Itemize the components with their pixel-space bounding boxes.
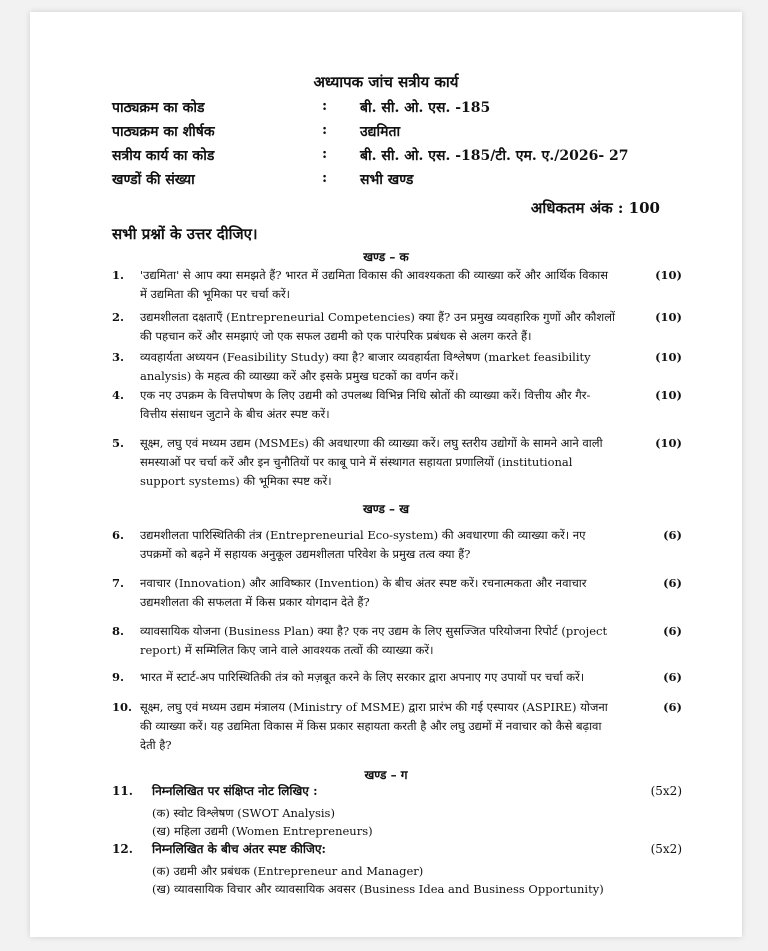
meta-colon: : [322, 146, 328, 162]
meta-label: पाठ्यक्रम का कोड [112, 100, 205, 116]
question-number: 5. [112, 436, 125, 450]
question-marks: (6) [663, 528, 682, 542]
meta-row-blocks [112, 170, 672, 194]
question-marks: (10) [655, 350, 682, 364]
question-number: 7. [112, 576, 125, 590]
meta-colon: : [322, 170, 328, 186]
question-text: भारत में स्टार्ट-अप पारिस्थितिकी तंत्र को मज़बूत करने के लिए सरकार द्वारा अपनाए गए उपायों पर चर्चा करें। [140, 670, 585, 684]
question-text: उद्यमशीलता दक्षताएँ (Entrepreneurial Competencies) क्या हैं? उन प्रमुख व्यवहारिक गुणों और कौशलों की पहचान करें और समझाएं जो एक सफल उद्यमी को एक पारंपरिक प्रबंधक से अलग करते हैं। [140, 310, 615, 343]
course-meta-table [112, 98, 672, 194]
section-heading-b: खण्ड – ख [362, 502, 410, 516]
question-text: निम्नलिखित के बीच अंतर स्पष्ट कीजिए: [152, 842, 326, 856]
question-marks: (10) [655, 310, 682, 324]
meta-row-assignment-code [112, 146, 672, 170]
question-number: 12. [112, 842, 133, 856]
meta-row-course-code [112, 98, 672, 122]
meta-colon: : [322, 98, 328, 114]
question-text: व्यवहार्यता अध्ययन (Feasibility Study) क्या है? बाजार व्यवहार्यता विश्लेषण (market feasibility analysis) के महत्व की व्याख्या करें और इसके प्रमुख घटकों का वर्णन करें। [140, 350, 591, 383]
question-text: व्यावसायिक योजना (Business Plan) क्या है? एक नए उद्यम के लिए सुसज्जित परियोजना रिपोर्ट (project report) में सम्मिलित किए जाने वाले आवश्यक तत्वों की व्याख्या करें। [140, 624, 608, 657]
question-text: निम्नलिखित पर संक्षिप्त नोट लिखिए : [152, 784, 318, 798]
meta-value: बी. सी. ओ. एस. -185/टी. एम. ए./2026- 27 [360, 148, 629, 164]
question-marks: (6) [663, 576, 682, 590]
sub-item: (क) स्वोट विश्लेषण (SWOT Analysis) [152, 806, 335, 820]
question-marks: (5x2) [650, 842, 682, 856]
question-marks: (6) [663, 670, 682, 684]
question-marks: (6) [663, 700, 682, 714]
question-number: 1. [112, 268, 125, 282]
question-number: 11. [112, 784, 133, 798]
document-page [30, 12, 742, 937]
question-number: 9. [112, 670, 125, 684]
section-heading-c: खण्ड – ग [364, 768, 408, 782]
question-text: नवाचार (Innovation) और आविष्कार (Invention) के बीच अंतर स्पष्ट करें। रचनात्मकता और नवाचार उद्यमशीलता की सफलता में किस प्रकार योगदान देते हैं? [140, 576, 587, 609]
meta-row-course-title [112, 122, 672, 146]
meta-colon: : [322, 122, 328, 138]
meta-label: पाठ्यक्रम का शीर्षक [112, 124, 215, 140]
question-number: 10. [112, 700, 133, 714]
instruction: सभी प्रश्नों के उत्तर दीजिए। [112, 225, 258, 243]
meta-label: सत्रीय कार्य का कोड [112, 148, 215, 164]
document-title: अध्यापक जांच सत्रीय कार्य [313, 73, 459, 91]
question-marks: (10) [655, 436, 682, 450]
question-number: 2. [112, 310, 125, 324]
section-heading-a: खण्ड – क [363, 250, 409, 264]
question-number: 4. [112, 388, 125, 402]
meta-value: उद्यमिता [360, 124, 401, 140]
meta-value: बी. सी. ओ. एस. -185 [360, 100, 491, 116]
sub-item: (ख) व्यावसायिक विचार और व्यावसायिक अवसर (Business Idea and Business Opportunity) [152, 882, 604, 896]
sub-item: (ख) महिला उद्यमी (Women Entrepreneurs) [152, 824, 373, 838]
question-marks: (6) [663, 624, 682, 638]
question-text: सूक्ष्म, लघु एवं मध्यम उद्यम मंत्रालय (Ministry of MSME) द्वारा प्रारंभ की गई एस्पायर (ASPIRE) योजना की व्याख्या करें। यह उद्यमिता विकास में किस प्रकार सहायता करती है और लघु उद्यमों में नवाचार को कैसे बढ़ावा देती है? [140, 700, 608, 752]
question-text: एक नए उपक्रम के वित्तपोषण के लिए उद्यमी को उपलब्ध विभिन्न निधि स्रोतों की व्याख्या करें। वित्तीय और गैर-वित्तीय संसाधन जुटाने के बीच अंतर स्पष्ट करें। [140, 388, 591, 421]
question-number: 8. [112, 624, 125, 638]
question-text: उद्यमशीलता पारिस्थितिकी तंत्र (Entrepreneurial Eco-system) की अवधारणा की व्याख्या करें। नए उपक्रमों को बढ़ने में सहायक अनुकूल उद्यमशीलता परिवेश के प्रमुख तत्व क्या हैं? [140, 528, 586, 561]
question-number: 6. [112, 528, 125, 542]
meta-value: सभी खण्ड [360, 172, 414, 188]
question-number: 3. [112, 350, 125, 364]
question-text: सूक्ष्म, लघु एवं मध्यम उद्यम (MSMEs) की अवधारणा की व्याख्या करें। लघु स्तरीय उद्योगों के सामने आने वाली समस्याओं पर चर्चा करें और इन चुनौतियों पर काबू पाने में संस्थागत सहायता प्रणालियों (institutional support systems) की भूमिका स्पष्ट करें। [140, 436, 603, 488]
meta-label: खण्डों की संख्या [112, 172, 195, 188]
max-marks: अधिकतम अंक : 100 [530, 199, 660, 217]
question-marks: (5x2) [650, 784, 682, 798]
sub-item: (क) उद्यमी और प्रबंधक (Entrepreneur and Manager) [152, 864, 424, 878]
question-marks: (10) [655, 268, 682, 282]
question-text: 'उद्यमिता' से आप क्या समझते हैं? भारत में उद्यमिता विकास की आवश्यकता की व्याख्या करें और आर्थिक विकास में उद्यमिता की भूमिका पर चर्चा करें। [140, 268, 609, 301]
question-marks: (10) [655, 388, 682, 402]
